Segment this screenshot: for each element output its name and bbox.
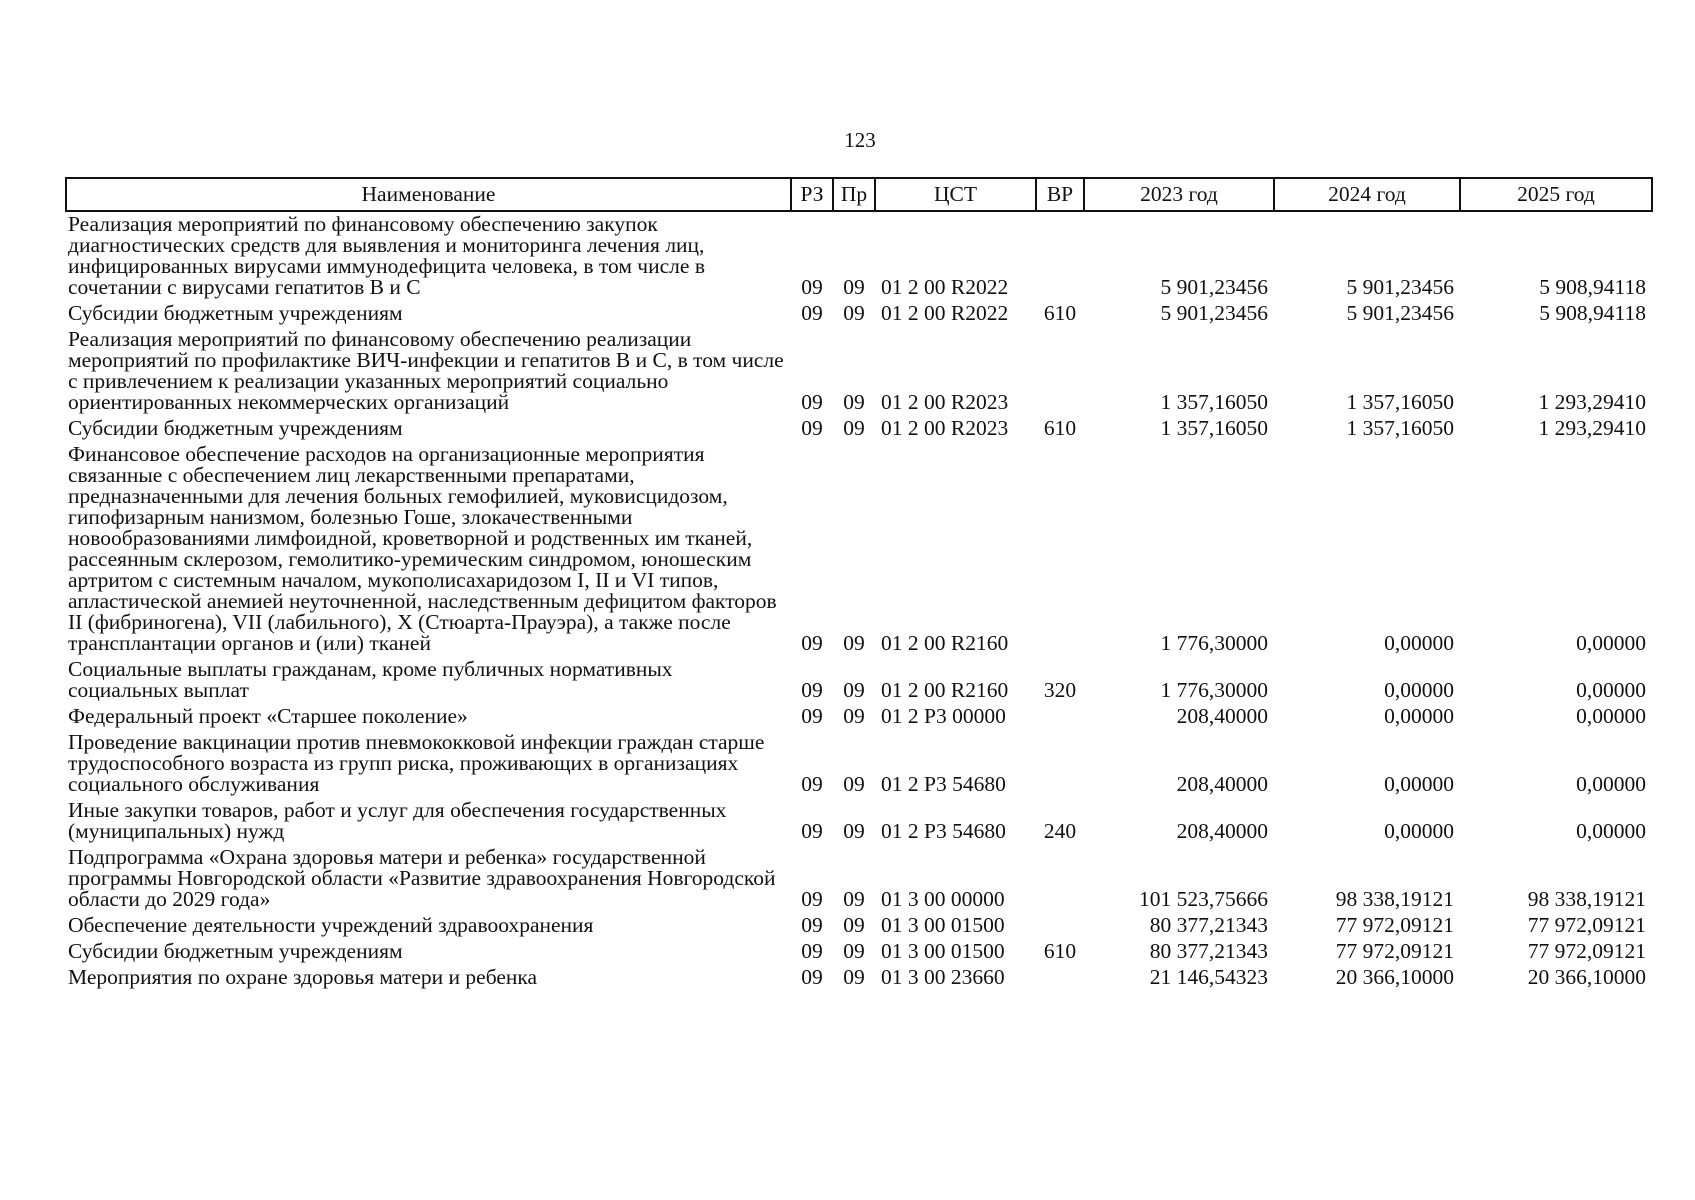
row-rz: 09 — [801, 965, 823, 989]
header-2024: 2024 год — [1274, 178, 1460, 211]
row-value-2024: 5 901,23456 — [1346, 275, 1454, 299]
row-value-2024: 0,00000 — [1384, 678, 1454, 702]
row-rz: 09 — [801, 416, 823, 440]
row-value-2025: 5 908,94118 — [1539, 275, 1646, 299]
table-row — [66, 798, 1652, 845]
table-row — [66, 327, 1652, 416]
table-row — [66, 730, 1652, 798]
row-rz: 09 — [801, 631, 823, 655]
row-name: Субсидии бюджетным учреждениям — [68, 416, 403, 440]
row-rz: 09 — [801, 819, 823, 843]
row-name: Реализация мероприятий по финансовому обеспечению реализации мероприятий по профилактике ВИЧ-инфекции и гепатитов B и C, в том числе с привлечением к реализации указанных мероприятий социально ориентированных некоммерческих организаций — [68, 327, 784, 414]
row-vr: 610 — [1043, 416, 1077, 440]
row-name: Социальные выплаты гражданам, кроме публичных нормативных социальных выплат — [68, 657, 673, 702]
header-pr: Пр — [833, 178, 875, 211]
row-cst: 01 2 00 R2023 — [881, 416, 1009, 440]
row-name: Проведение вакцинации против пневмококковой инфекции граждан старше трудоспособного возраста из групп риска, проживающих в организациях социального обслуживания — [68, 730, 765, 796]
row-value-2023: 1 776,30000 — [1160, 678, 1268, 702]
row-value-2025: 5 908,94118 — [1539, 301, 1646, 325]
table-row — [66, 965, 1652, 991]
row-value-2023: 5 901,23456 — [1160, 275, 1268, 299]
row-value-2024: 1 357,16050 — [1346, 390, 1454, 414]
header-cst: ЦСТ — [875, 178, 1036, 211]
row-rz: 09 — [801, 275, 823, 299]
table-row — [66, 845, 1652, 913]
table-row — [66, 704, 1652, 730]
row-pr: 09 — [843, 887, 865, 911]
row-value-2024: 1 357,16050 — [1346, 416, 1454, 440]
row-value-2024: 5 901,23456 — [1346, 301, 1454, 325]
budget-table — [65, 177, 1653, 991]
row-value-2025: 0,00000 — [1576, 772, 1646, 796]
row-value-2023: 208,40000 — [1176, 819, 1268, 843]
row-pr: 09 — [843, 819, 865, 843]
row-pr: 09 — [843, 301, 865, 325]
row-value-2024: 0,00000 — [1384, 631, 1454, 655]
row-value-2025: 0,00000 — [1576, 704, 1646, 728]
row-pr: 09 — [843, 704, 865, 728]
row-cst: 01 2 00 R2022 — [881, 301, 1009, 325]
header-rz: РЗ — [791, 178, 833, 211]
header-2025: 2025 год — [1460, 178, 1652, 211]
table-body — [66, 211, 1652, 991]
row-name: Обеспечение деятельности учреждений здравоохранения — [68, 913, 594, 937]
row-pr: 09 — [843, 275, 865, 299]
row-value-2024: 0,00000 — [1384, 704, 1454, 728]
row-value-2023: 1 357,16050 — [1160, 416, 1268, 440]
row-name: Мероприятия по охране здоровья матери и ребенка — [68, 965, 538, 989]
row-cst: 01 3 00 00000 — [881, 887, 1005, 911]
row-value-2023: 5 901,23456 — [1160, 301, 1268, 325]
row-name: Подпрограмма «Охрана здоровья матери и ребенка» государственной программы Новгородской области «Развитие здравоохранения Новгородской области до 2029 года» — [68, 845, 776, 911]
table-row — [66, 416, 1652, 442]
row-value-2024: 0,00000 — [1384, 772, 1454, 796]
row-pr: 09 — [843, 390, 865, 414]
row-value-2023: 1 776,30000 — [1160, 631, 1268, 655]
table-row — [66, 913, 1652, 939]
page-number: 123 — [844, 128, 876, 152]
row-value-2023: 80 377,21343 — [1149, 913, 1268, 937]
row-vr — [1036, 845, 1084, 913]
row-value-2025: 0,00000 — [1576, 678, 1646, 702]
row-cst: 01 3 00 01500 — [881, 939, 1005, 963]
row-value-2025: 77 972,09121 — [1527, 913, 1646, 937]
row-vr — [1036, 913, 1084, 939]
row-value-2025: 1 293,29410 — [1538, 390, 1646, 414]
row-pr: 09 — [843, 913, 865, 937]
row-cst: 01 2 00 R2023 — [881, 390, 1009, 414]
row-name: Субсидии бюджетным учреждениям — [68, 939, 403, 963]
header-2023: 2023 год — [1084, 178, 1274, 211]
row-pr: 09 — [843, 772, 865, 796]
row-name: Реализация мероприятий по финансовому обеспечению закупок диагностических средств для выявления и мониторинга лечения лиц, инфицированных вирусами иммунодефицита человека, в том числе в сочетании с вирусами гепатитов B и C — [68, 212, 705, 299]
row-pr: 09 — [843, 965, 865, 989]
row-cst: 01 3 00 23660 — [881, 965, 1005, 989]
table-row — [66, 211, 1652, 301]
row-vr — [1036, 965, 1084, 991]
row-rz: 09 — [801, 913, 823, 937]
row-value-2024: 77 972,09121 — [1335, 939, 1454, 963]
header-vr: ВР — [1036, 178, 1084, 211]
row-cst: 01 2 P3 00000 — [881, 704, 1006, 728]
row-vr: 610 — [1043, 939, 1077, 963]
row-vr: 320 — [1043, 678, 1077, 702]
header-name: Наименование — [66, 178, 791, 211]
row-value-2023: 1 357,16050 — [1160, 390, 1268, 414]
row-vr — [1036, 442, 1084, 657]
row-cst: 01 2 00 R2160 — [881, 678, 1009, 702]
row-rz: 09 — [801, 678, 823, 702]
row-name: Субсидии бюджетным учреждениям — [68, 301, 403, 325]
row-value-2024: 0,00000 — [1384, 819, 1454, 843]
row-vr — [1036, 704, 1084, 730]
row-value-2024: 20 366,10000 — [1335, 965, 1454, 989]
row-value-2025: 0,00000 — [1576, 631, 1646, 655]
row-value-2025: 20 366,10000 — [1527, 965, 1646, 989]
row-name: Иные закупки товаров, работ и услуг для обеспечения государственных (муниципальных) нужд — [68, 798, 727, 843]
row-vr: 610 — [1043, 301, 1077, 325]
row-rz: 09 — [801, 887, 823, 911]
row-name: Федеральный проект «Старшее поколение» — [68, 704, 468, 728]
row-cst: 01 2 P3 54680 — [881, 819, 1006, 843]
table-row — [66, 939, 1652, 965]
row-value-2025: 1 293,29410 — [1538, 416, 1646, 440]
row-name: Финансовое обеспечение расходов на организационные мероприятия связанные с обеспечением лиц лекарственными препаратами, предназначенными для лечения больных гемофилией, муковисцидозом, гипофизарным нанизмом, болезнью Гоше, злокачественными новообразованиями лимфоидной, кроветворной и родственных им тканей, рассеянным склерозом, гемолитико-уремическим синдромом, юношеским артритом с системным началом, мукополисахаридозом I, II и VI типов, апластической анемией неуточненной, наследственным дефицитом факторов II (фибриногена), VII (лабильного), X (Стюарта-Прауэра), а также после трансплантации органов и (или) тканей — [68, 442, 777, 655]
row-vr — [1036, 211, 1084, 301]
table-row — [66, 657, 1652, 704]
row-pr: 09 — [843, 939, 865, 963]
row-vr — [1036, 730, 1084, 798]
row-value-2023: 80 377,21343 — [1149, 939, 1268, 963]
row-rz: 09 — [801, 772, 823, 796]
row-cst: 01 2 P3 54680 — [881, 772, 1006, 796]
row-cst: 01 2 00 R2022 — [881, 275, 1009, 299]
row-rz: 09 — [801, 301, 823, 325]
row-rz: 09 — [801, 704, 823, 728]
table-row — [66, 301, 1652, 327]
row-pr: 09 — [843, 631, 865, 655]
row-value-2024: 98 338,19121 — [1335, 887, 1454, 911]
row-vr: 240 — [1043, 819, 1077, 843]
row-cst: 01 3 00 01500 — [881, 913, 1005, 937]
row-value-2023: 208,40000 — [1176, 704, 1268, 728]
table-header-row — [66, 178, 1652, 211]
row-rz: 09 — [801, 390, 823, 414]
row-value-2025: 77 972,09121 — [1527, 939, 1646, 963]
table-row — [66, 442, 1652, 657]
row-value-2024: 77 972,09121 — [1335, 913, 1454, 937]
row-value-2023: 101 523,75666 — [1139, 887, 1268, 911]
row-value-2025: 98 338,19121 — [1527, 887, 1646, 911]
row-value-2025: 0,00000 — [1576, 819, 1646, 843]
row-pr: 09 — [843, 416, 865, 440]
row-value-2023: 208,40000 — [1176, 772, 1268, 796]
row-rz: 09 — [801, 939, 823, 963]
row-vr — [1036, 327, 1084, 416]
row-pr: 09 — [843, 678, 865, 702]
row-value-2023: 21 146,54323 — [1149, 965, 1268, 989]
row-cst: 01 2 00 R2160 — [881, 631, 1009, 655]
